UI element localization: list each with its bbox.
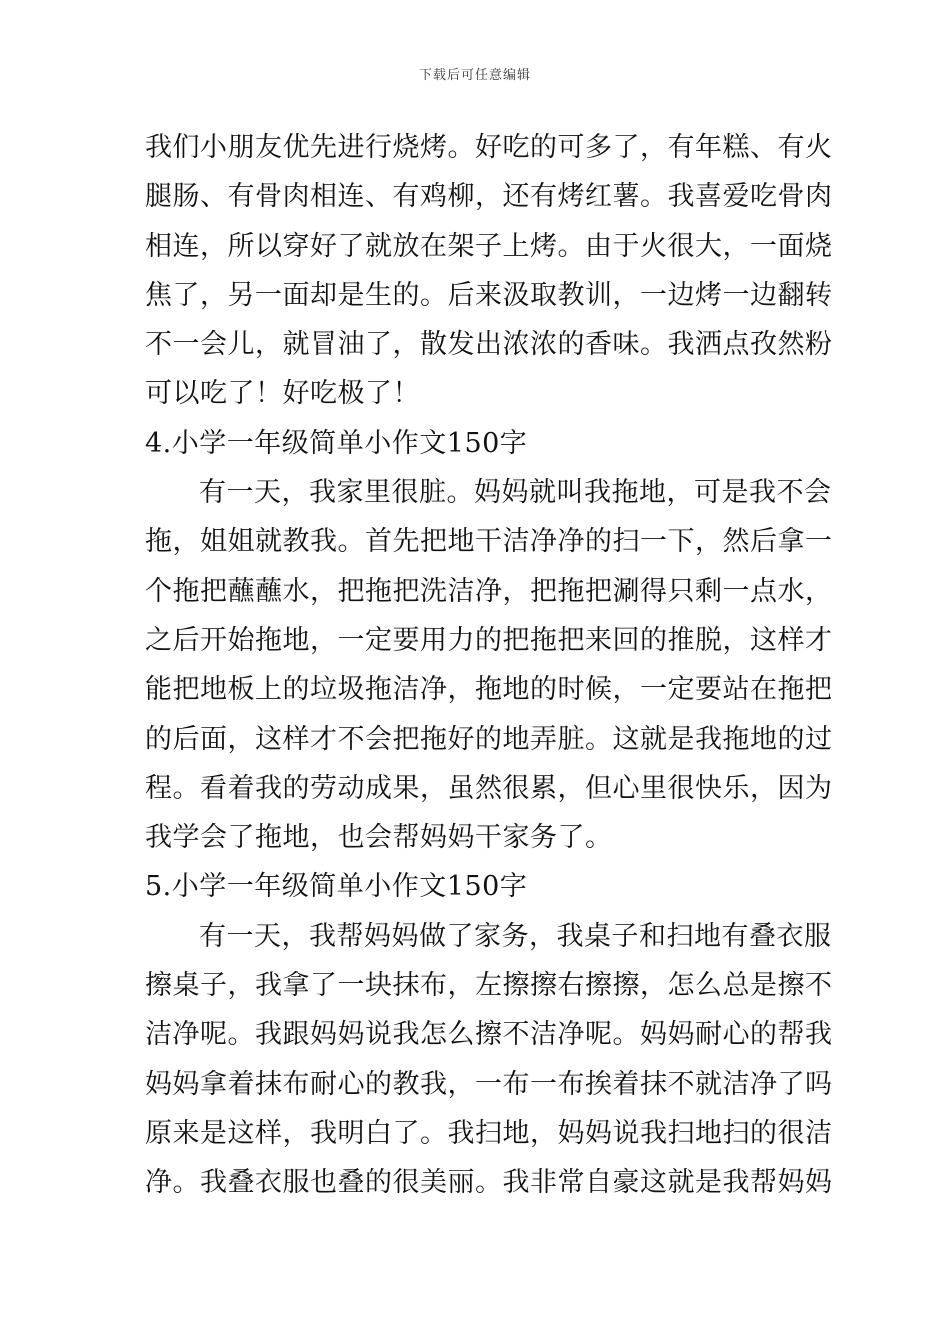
text-line: 擦桌子，我拿了一块抹布，左擦擦右擦擦，怎么总是擦不 [145, 970, 833, 1002]
text-line: 妈妈拿着抹布耐心的教我，一布一布挨着抹不就洁净了吗 [145, 1068, 833, 1100]
text-line: 能把地板上的垃圾拖洁净，拖地的时候，一定要站在拖把 [145, 674, 833, 706]
text-line: 净。我叠衣服也叠的很美丽。我非常自豪这就是我帮妈妈 [145, 1167, 833, 1199]
text-line: 洁净呢。我跟妈妈说我怎么擦不洁净呢。妈妈耐心的帮我 [145, 1019, 833, 1051]
text-line: 个拖把蘸蘸水，把拖把洗洁净，把拖把涮得只剩一点水， [145, 575, 833, 607]
paragraph-start: 有一天，我帮妈妈做了家务，我桌子和扫地有叠衣服 [199, 920, 832, 952]
text-line: 我们小朋友优先进行烧烤。好吃的可多了，有年糕、有火 [145, 132, 833, 163]
text-line: 之后开始拖地，一定要用力的把拖把来回的推脱，这样才 [145, 624, 833, 656]
text-line: 的后面，这样才不会把拖好的地弄脏。这就是我拖地的过 [145, 723, 833, 755]
section-heading-4: 4.小学一年级简单小作文150字 [145, 427, 528, 459]
text-line: 腿肠、有骨肉相连、有鸡柳，还有烤红薯。我喜爱吃骨肉 [145, 181, 833, 213]
page-header: 下载后可任意编辑 [418, 68, 531, 83]
text-line: 原来是这样，我明白了。我扫地，妈妈说我扫地扫的很洁 [145, 1117, 833, 1149]
paragraph-start: 有一天，我家里很脏。妈妈就叫我拖地，可是我不会 [199, 477, 832, 509]
text-line: 不一会儿，就冒油了，散发出浓浓的香味。我洒点孜然粉 [145, 329, 833, 361]
section-heading-5: 5.小学一年级简单小作文150字 [145, 871, 528, 903]
text-line: 相连，所以穿好了就放在架子上烤。由于火很大，一面烧 [145, 230, 833, 262]
text-line: 可以吃了！好吃极了！ [145, 378, 420, 410]
text-line: 拖，姐姐就教我。首先把地干洁净净的扫一下，然后拿一 [145, 526, 833, 558]
text-line: 焦了，另一面却是生的。后来汲取教训，一边烤一边翻转 [145, 279, 833, 311]
text-line: 程。看着我的劳动成果，虽然很累，但心里很快乐，因为 [145, 772, 833, 804]
document-body [145, 123, 833, 1208]
text-line: 我学会了拖地，也会帮妈妈干家务了。 [145, 822, 613, 854]
